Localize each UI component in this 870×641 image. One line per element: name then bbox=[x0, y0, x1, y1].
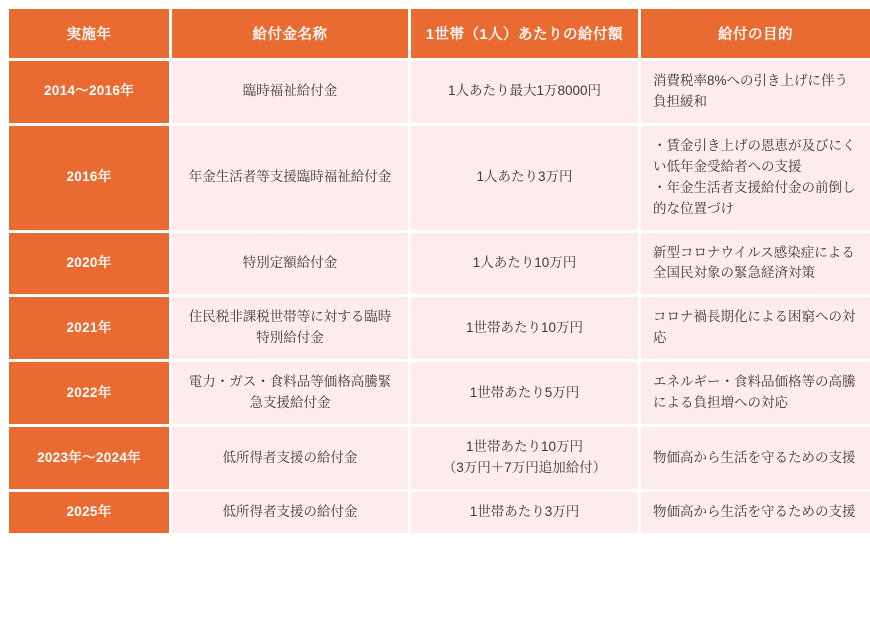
cell-amount: 1世帯あたり10万円 bbox=[411, 297, 638, 359]
table-header bbox=[9, 9, 870, 58]
cell-year: 2016年 bbox=[9, 126, 169, 230]
cell-year: 2020年 bbox=[9, 233, 169, 295]
cell-amount: 1世帯あたり10万円 （3万円＋7万円追加給付） bbox=[411, 427, 638, 489]
cell-purpose: 物価高から生活を守るための支援 bbox=[641, 492, 870, 533]
benefit-table bbox=[6, 6, 870, 536]
cell-purpose: ・賃金引き上げの恩恵が及びにくい低年金受給者への支援 ・年金生活者支援給付金の前倒し的な位置づけ bbox=[641, 126, 870, 230]
column-header-amount: 1世帯（1人）あたりの給付額 bbox=[411, 9, 638, 58]
cell-amount: 1人あたり10万円 bbox=[411, 233, 638, 295]
table-row bbox=[9, 233, 870, 295]
table-row bbox=[9, 362, 870, 424]
cell-year: 2021年 bbox=[9, 297, 169, 359]
column-header-name: 給付金名称 bbox=[172, 9, 408, 58]
cell-name: 低所得者支援の給付金 bbox=[172, 492, 408, 533]
cell-amount: 1人あたり3万円 bbox=[411, 126, 638, 230]
cell-name: 電力・ガス・食料品等価格高騰緊急支援給付金 bbox=[172, 362, 408, 424]
cell-purpose: 消費税率8%への引き上げに伴う負担緩和 bbox=[641, 61, 870, 123]
cell-purpose: 物価高から生活を守るための支援 bbox=[641, 427, 870, 489]
table-row bbox=[9, 427, 870, 489]
column-header-year: 実施年 bbox=[9, 9, 169, 58]
table-row bbox=[9, 492, 870, 533]
table-row bbox=[9, 61, 870, 123]
table-body bbox=[9, 61, 870, 533]
cell-purpose: コロナ禍長期化による困窮への対応 bbox=[641, 297, 870, 359]
column-header-purpose: 給付の目的 bbox=[641, 9, 870, 58]
table-header-row bbox=[9, 9, 870, 58]
cell-name: 特別定額給付金 bbox=[172, 233, 408, 295]
cell-name: 低所得者支援の給付金 bbox=[172, 427, 408, 489]
cell-purpose: 新型コロナウイルス感染症による全国民対象の緊急経済対策 bbox=[641, 233, 870, 295]
cell-name: 住民税非課税世帯等に対する臨時特別給付金 bbox=[172, 297, 408, 359]
cell-year: 2023年〜2024年 bbox=[9, 427, 169, 489]
cell-amount: 1世帯あたり5万円 bbox=[411, 362, 638, 424]
cell-purpose: エネルギー・食料品価格等の高騰による負担増への対応 bbox=[641, 362, 870, 424]
cell-year: 2022年 bbox=[9, 362, 169, 424]
table-row bbox=[9, 126, 870, 230]
cell-year: 2025年 bbox=[9, 492, 169, 533]
cell-name: 年金生活者等支援臨時福祉給付金 bbox=[172, 126, 408, 230]
table-row bbox=[9, 297, 870, 359]
cell-amount: 1人あたり最大1万8000円 bbox=[411, 61, 638, 123]
cell-year: 2014〜2016年 bbox=[9, 61, 169, 123]
cell-name: 臨時福祉給付金 bbox=[172, 61, 408, 123]
cell-amount: 1世帯あたり3万円 bbox=[411, 492, 638, 533]
